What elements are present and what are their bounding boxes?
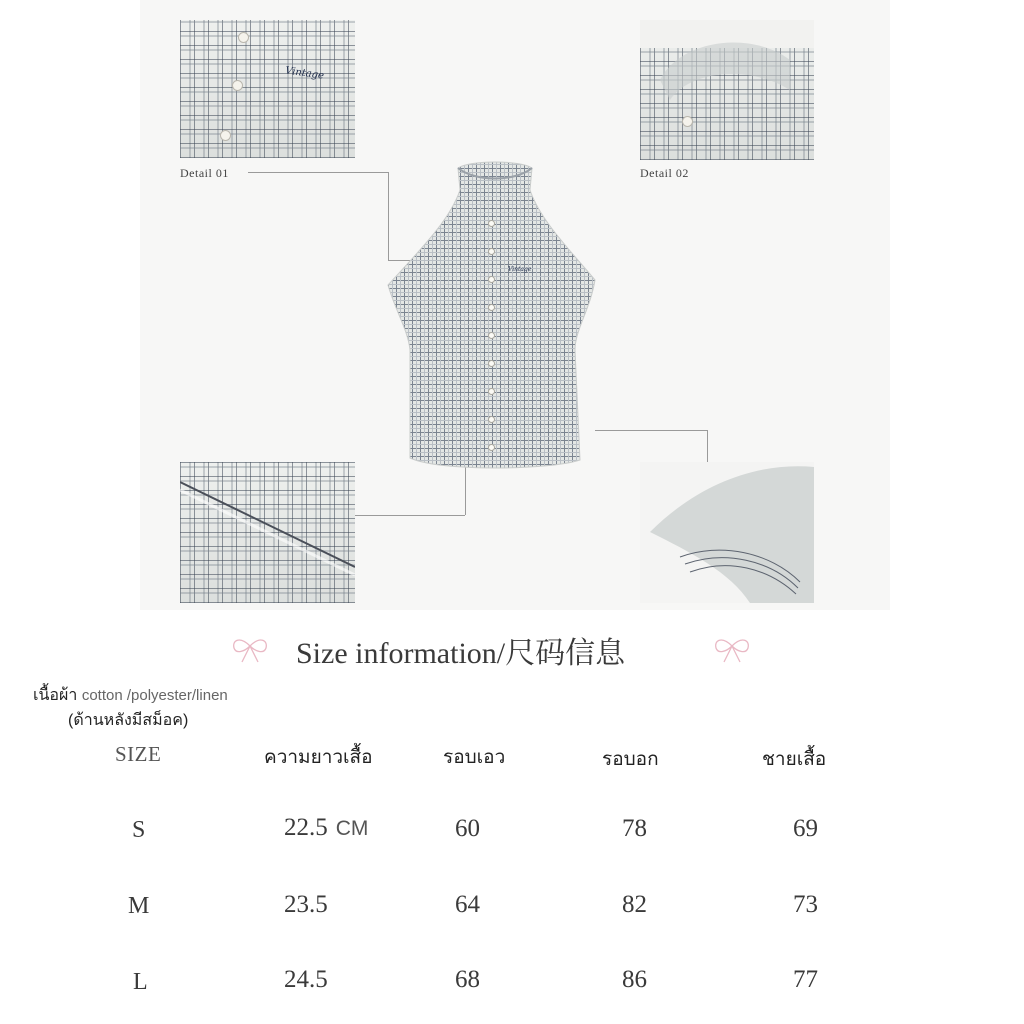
- garment-button: [488, 276, 495, 283]
- row-chest: 86: [622, 966, 647, 993]
- detail-photo-buttons: [180, 20, 355, 158]
- detail-01-caption: Detail 01: [180, 166, 229, 180]
- detail-04-leader-line: [595, 430, 707, 431]
- detail-photo-seam: [180, 462, 355, 603]
- garment-embroidery: Vintage: [508, 266, 532, 273]
- garment-button: [488, 304, 495, 311]
- length-value: 22.5: [284, 814, 328, 841]
- garment-button: [488, 444, 495, 451]
- button-detail: [682, 116, 693, 127]
- row-size: M: [128, 893, 150, 919]
- seam-shape: [180, 462, 355, 603]
- row-length: 24.5: [284, 966, 328, 993]
- material-line: [33, 683, 228, 708]
- garment-silhouette: [380, 160, 610, 490]
- size-info-header: [0, 620, 1024, 676]
- row-waist: 64: [455, 891, 480, 918]
- row-size: L: [133, 969, 148, 995]
- collar-shape: [640, 20, 814, 160]
- material-note: (ด้านหลังมีสม็อค): [68, 712, 189, 729]
- header-length: ความยาวเสื้อ: [264, 747, 373, 768]
- garment-button: [488, 332, 495, 339]
- bow-icon: [230, 634, 270, 664]
- row-hem: 77: [793, 966, 818, 993]
- garment-button: [488, 248, 495, 255]
- row-waist: 68: [455, 966, 480, 993]
- bow-icon: [712, 634, 752, 664]
- detail-01-leader-line: [248, 172, 388, 173]
- material-label: เนื้อผ้า: [33, 687, 78, 704]
- row-waist: 60: [455, 815, 480, 842]
- smocking-shape: [640, 462, 814, 603]
- detail-04-leader-line: [707, 430, 708, 462]
- row-hem: 73: [793, 891, 818, 918]
- embroidery-logo: Vintage: [284, 65, 325, 82]
- halter-top-garment: [380, 160, 610, 490]
- button-detail: [238, 32, 249, 43]
- detail-02-caption: Detail 02: [640, 166, 689, 180]
- garment-button: [488, 360, 495, 367]
- button-detail: [232, 80, 243, 91]
- row-length: 23.5: [284, 891, 328, 918]
- header-hem: ชายเสื้อ: [762, 749, 827, 770]
- detail-photo-smocking: [640, 462, 814, 603]
- garment-button: [488, 220, 495, 227]
- garment-button: [488, 388, 495, 395]
- header-size: SIZE: [115, 742, 162, 766]
- material-fabric: cotton /polyester/linen: [81, 687, 228, 704]
- length-unit: CM: [335, 817, 369, 840]
- row-hem: 69: [793, 815, 818, 842]
- row-size: S: [132, 817, 146, 843]
- header-waist: รอบเอว: [443, 747, 506, 768]
- section-title: Size information/尺码信息: [296, 637, 626, 670]
- detail-photo-collar: [640, 20, 814, 160]
- header-chest: รอบอก: [602, 749, 659, 770]
- detail-03-leader-line: [355, 515, 465, 516]
- garment-button: [488, 416, 495, 423]
- row-length: [284, 814, 368, 842]
- row-chest: 78: [622, 815, 647, 842]
- button-detail: [220, 130, 231, 141]
- row-chest: 82: [622, 891, 647, 918]
